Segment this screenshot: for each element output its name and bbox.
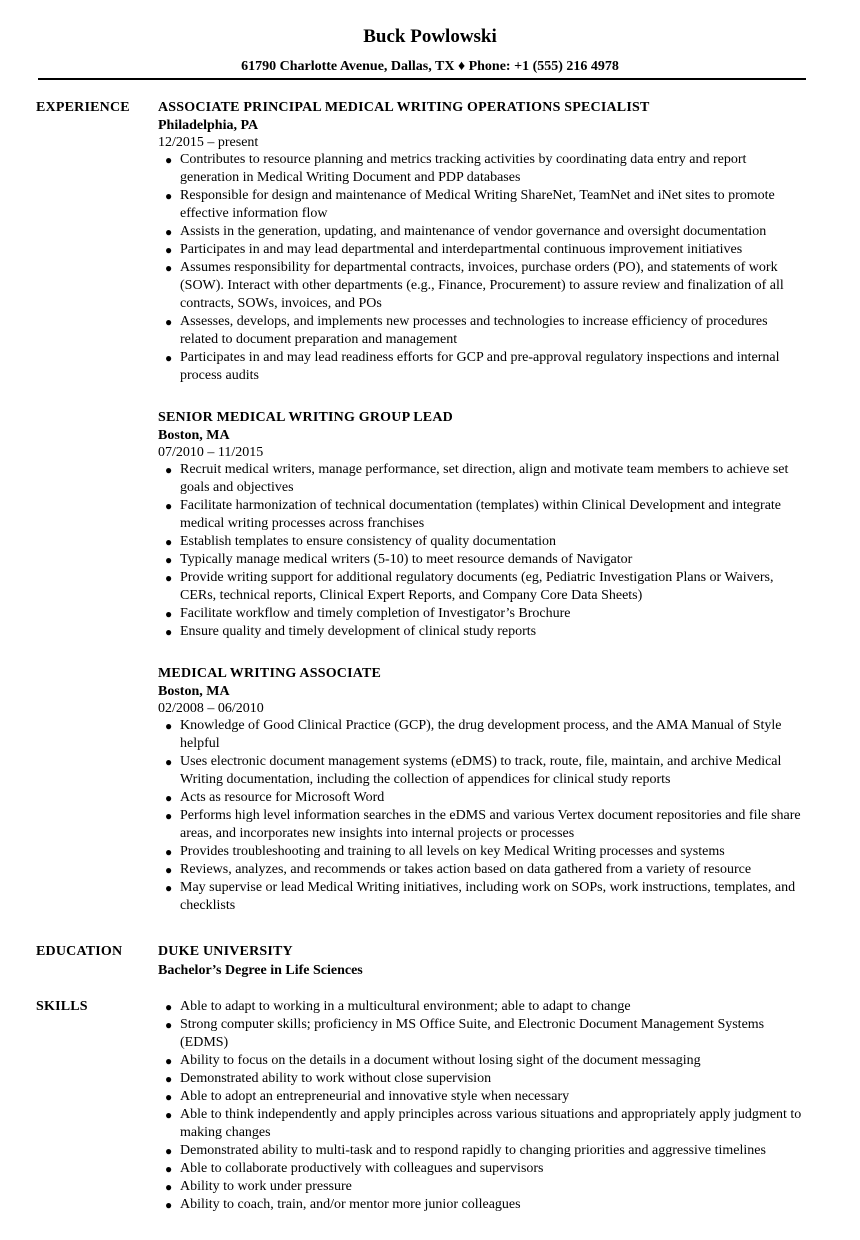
bullet-icon: ● (165, 1000, 173, 1014)
job-location: Boston, MA (158, 684, 230, 699)
bullet-icon: ● (165, 261, 173, 275)
bullet-icon: ● (165, 463, 173, 477)
candidate-name: Buck Powlowski (363, 26, 497, 47)
job-duties (158, 717, 808, 915)
header-divider (38, 78, 806, 80)
bullet-icon: ● (165, 845, 173, 859)
skill-item: ● Able to collaborate productively with colleagues and supervisors (165, 1161, 544, 1176)
job-title: ASSOCIATE PRINCIPAL MEDICAL WRITING OPERATIONS SPECIALIST (158, 100, 650, 115)
job-location: Boston, MA (158, 428, 230, 443)
skill-item: ● Able to think independently and apply principles across various situations and appropriately apply judgment to making changes (165, 1107, 802, 1140)
bullet-icon: ● (165, 1144, 173, 1158)
duty-item: ● Uses electronic document management systems (eDMS) to track, route, file, maintain, and archive Medical Writing documentation, including the collection of appendices for clinical study reports (165, 754, 782, 787)
skill-item: ● Ability to coach, train, and/or mentor more junior colleagues (165, 1197, 521, 1212)
bullet-icon: ● (165, 1162, 173, 1176)
bullet-icon: ● (165, 243, 173, 257)
bullet-icon: ● (165, 553, 173, 567)
contact-line: 61790 Charlotte Avenue, Dallas, TX ♦ Phone: +1 (555) 216 4978 (241, 59, 619, 74)
bullet-icon: ● (165, 1090, 173, 1104)
bullet-icon: ● (165, 607, 173, 621)
duty-item: ● Assumes responsibility for departmental contracts, invoices, purchase orders (PO), and statements of work (SOW). Interact with other departments (e.g., Finance, Procurement) to assure review and finalization of all contracts, SOWs, invoices, and POs (165, 260, 784, 311)
skills-body (158, 998, 808, 1214)
duty-item: ● Provides troubleshooting and training to all levels on key Medical Writing processes and systems (165, 844, 725, 859)
job-location: Philadelphia, PA (158, 118, 259, 133)
bullet-icon: ● (165, 755, 173, 769)
duty-item: ● Establish templates to ensure consistency of quality documentation (165, 534, 556, 549)
bullet-icon: ● (165, 881, 173, 895)
skill-item: ● Strong computer skills; proficiency in MS Office Suite, and Electronic Document Management Systems (EDMS) (165, 1017, 765, 1050)
school-name: DUKE UNIVERSITY (158, 944, 293, 959)
job-dates: 02/2008 – 06/2010 (158, 701, 264, 716)
job-duties (158, 461, 808, 641)
skill-item: ● Ability to focus on the details in a document without losing sight of the document messaging (165, 1053, 701, 1068)
skill-item: ● Able to adapt to working in a multicultural environment; able to adapt to change (165, 999, 631, 1014)
bullet-icon: ● (165, 1108, 173, 1122)
experience-body (158, 99, 808, 939)
skills-heading: SKILLS (36, 999, 88, 1014)
bullet-icon: ● (165, 351, 173, 365)
job-dates: 12/2015 – present (158, 135, 259, 150)
job-title: SENIOR MEDICAL WRITING GROUP LEAD (158, 410, 453, 425)
duty-item: ● Recruit medical writers, manage performance, set direction, align and motivate team members to achieve set goals and objectives (165, 462, 789, 495)
duty-item: ● Ensure quality and timely development of clinical study reports (165, 624, 537, 639)
experience-heading: EXPERIENCE (36, 100, 130, 115)
job-duties (158, 151, 808, 385)
bullet-icon: ● (165, 189, 173, 203)
duty-item: ● Assesses, develops, and implements new processes and technologies to increase efficiency of procedures related to document preparation and management (165, 314, 768, 347)
job-entry (158, 665, 808, 915)
bullet-icon: ● (165, 225, 173, 239)
duty-item: ● Participates in and may lead readiness efforts for GCP and pre-approval regulatory inspections and internal process audits (165, 350, 780, 383)
duty-item: ● Assists in the generation, updating, and maintenance of vendor governance and oversight documentation (165, 224, 767, 239)
duty-item: ● Typically manage medical writers (5-10) to meet resource demands of Navigator (165, 552, 633, 567)
bullet-icon: ● (165, 719, 173, 733)
skill-item: ● Demonstrated ability to multi-task and to respond rapidly to changing priorities and aggressive timelines (165, 1143, 766, 1158)
duty-item: ● Facilitate workflow and timely completion of Investigator’s Brochure (165, 606, 571, 621)
duty-item: ● Knowledge of Good Clinical Practice (GCP), the drug development process, and the AMA Manual of Style helpful (165, 718, 782, 751)
job-dates: 07/2010 – 11/2015 (158, 445, 264, 460)
duty-item: ● Participates in and may lead departmental and interdepartmental continuous improvement initiatives (165, 242, 743, 257)
skills-list (158, 998, 808, 1214)
duty-item: ● Facilitate harmonization of technical documentation (templates) within Clinical Development and integrate medical writing processes across franchises (165, 498, 782, 531)
job-title: MEDICAL WRITING ASSOCIATE (158, 666, 382, 681)
skill-item: ● Demonstrated ability to work without close supervision (165, 1071, 492, 1086)
bullet-icon: ● (165, 809, 173, 823)
job-entry (158, 409, 808, 641)
bullet-icon: ● (165, 1054, 173, 1068)
duty-item: ● Acts as resource for Microsoft Word (165, 790, 385, 805)
duty-item: ● Responsible for design and maintenance of Medical Writing ShareNet, TeamNet and iNet sites to promote effective information flow (165, 188, 775, 221)
skill-item: ● Able to adopt an entrepreneurial and innovative style when necessary (165, 1089, 570, 1104)
bullet-icon: ● (165, 1018, 173, 1032)
bullet-icon: ● (165, 153, 173, 167)
education-heading: EDUCATION (36, 944, 123, 959)
degree-name: Bachelor’s Degree in Life Sciences (158, 963, 363, 978)
bullet-icon: ● (165, 315, 173, 329)
bullet-icon: ● (165, 499, 173, 513)
duty-item: ● Reviews, analyzes, and recommends or takes action based on data gathered from a variety of resource (165, 862, 752, 877)
bullet-icon: ● (165, 1072, 173, 1086)
education-body (158, 943, 808, 981)
duty-item: ● May supervise or lead Medical Writing initiatives, including work on SOPs, work instructions, templates, and checklists (165, 880, 796, 913)
duty-item: ● Provide writing support for additional regulatory documents (eg, Pediatric Investigation Plans or Waivers, CERs, technical reports, Clinical Expert Reports, and Company Core Data Sheets) (165, 570, 774, 603)
skill-item: ● Ability to work under pressure (165, 1179, 352, 1194)
bullet-icon: ● (165, 625, 173, 639)
bullet-icon: ● (165, 571, 173, 585)
duty-item: ● Performs high level information searches in the eDMS and various Vertex document repositories and file share areas, and incorporates new insights into internal projects or processes (165, 808, 801, 841)
job-entry (158, 99, 808, 385)
duty-item: ● Contributes to resource planning and metrics tracking activities by coordinating data entry and report generation in Medical Writing Document and PDP databases (165, 152, 747, 185)
bullet-icon: ● (165, 791, 173, 805)
bullet-icon: ● (165, 535, 173, 549)
bullet-icon: ● (165, 1198, 173, 1212)
bullet-icon: ● (165, 1180, 173, 1194)
bullet-icon: ● (165, 863, 173, 877)
